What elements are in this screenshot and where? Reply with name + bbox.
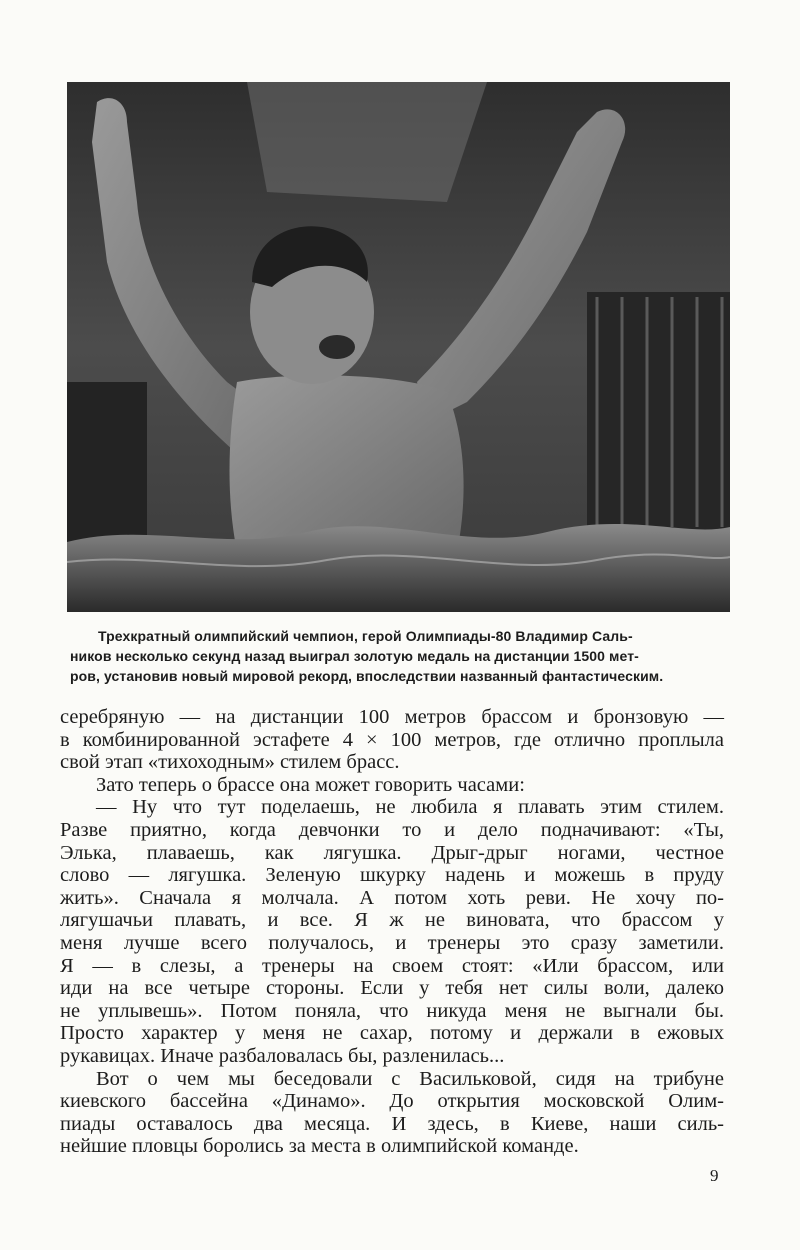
body-line: слово — лягушка. Зеленую шкурку надень и можешь в пруду [60,864,724,887]
body-line: Зато теперь о брассе она может говорить часами: [96,773,525,796]
body-line: Вот о чем мы беседовали с Васильковой, сидя на трибуне [96,1067,724,1090]
caption-line: ников несколько секунд назад выиграл золотую медаль на дистанции 1500 мет- [70,648,639,664]
body-line: — Ну что тут поделаешь, не любила я плавать этим стилем. [96,796,724,819]
body-line: пиады оставалось два месяца. И здесь, в Киеве, наши силь- [60,1112,724,1135]
body-line: киевского бассейна «Динамо». До открытия московской Олим- [60,1090,724,1113]
body-line: Я — в слезы, а тренеры на своем стоят: «Или брассом, или [60,954,724,977]
body-line: серебряную — на дистанции 100 метров брассом и бронзовую — [60,706,724,728]
body-line: иди на все четыре стороны. Если у тебя нет силы воли, далеко [60,977,724,1000]
body-line: рукавицах. Иначе разбаловалась бы, разленилась... [60,1044,505,1067]
body-line: меня лучше всего получалось, и тренеры это сразу заметили. [60,931,724,954]
body-line: лягушачьи плавать, и все. Я ж не виновата, что брассом у [60,909,724,932]
photo-caption [70,626,730,686]
body-line: Просто характер у меня не сахар, потому и держали в ежовых [60,1022,724,1045]
body-line: жить». Сначала я молчала. А потом хоть реви. Не хочу по- [60,886,724,909]
body-line: в комбинированной эстафете 4 × 100 метров, где отлично проплыла [60,728,724,751]
body-text [60,706,724,1158]
caption-line: Трехкратный олимпийский чемпион, герой Олимпиады-80 Владимир Саль- [98,628,633,644]
caption-line: ров, установив новый мировой рекорд, впоследствии названный фантастическим. [70,668,664,684]
photo-illustration [67,82,730,612]
body-line: не уплывешь». Потом поняла, что никуда меня не выгнали бы. [60,999,724,1022]
body-line: свой этап «тихоходным» стилем брасс. [60,751,400,774]
photo-swimmer-celebrating [67,82,730,612]
body-line: нейшие пловцы боролись за места в олимпийской команде. [60,1135,579,1158]
body-line: Разве приятно, когда девчонки то и дело подначивают: «Ты, [60,818,724,841]
page-number: 9 [710,1166,719,1185]
body-line: Элька, плаваешь, как лягушка. Дрыг-дрыг ногами, честное [60,841,724,864]
